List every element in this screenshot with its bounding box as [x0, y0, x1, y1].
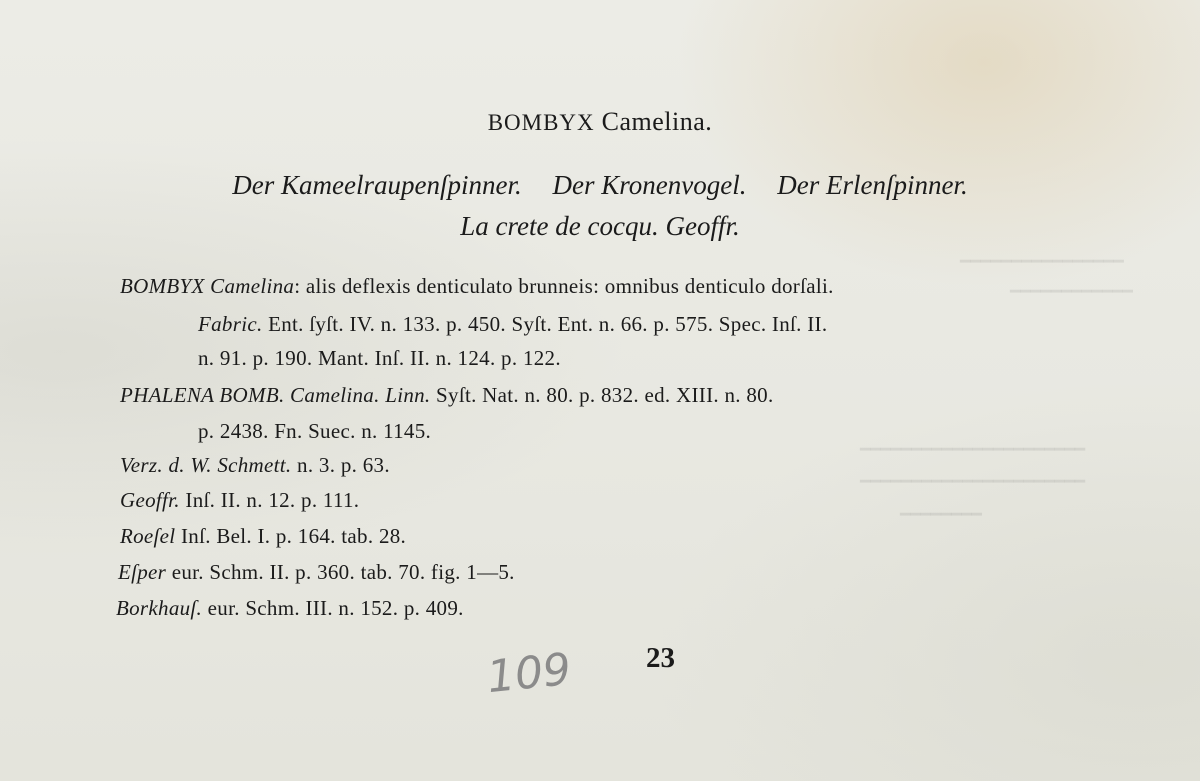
entry-text: n. 3. p. 63. [291, 453, 390, 477]
entry-italic: PHALENA BOMB. Camelina. Linn. [120, 383, 431, 407]
entry-text: Inſ. Bel. I. p. 164. tab. 28. [175, 524, 407, 548]
entry-text: n. 91. p. 190. Mant. Inſ. II. n. 124. p. 122. [198, 346, 561, 370]
bleed-through-line: ━━━━━━━━━━━━ [1010, 282, 1133, 301]
reference-entry [120, 488, 359, 513]
page-number: 23 [646, 642, 675, 674]
common-name: Der Kronenvogel. [552, 170, 747, 200]
reference-entry [198, 419, 431, 444]
entry-text: Syſt. Nat. n. 80. p. 832. ed. XIII. n. 80. [430, 383, 774, 407]
reference-entry [198, 346, 561, 371]
entry-text: Ent. ſyſt. IV. n. 133. p. 450. Syſt. Ent. n. 66. p. 575. Spec. Inſ. II. [262, 312, 828, 336]
reference-entry [120, 453, 390, 478]
common-name: Der Kameelraupenſpinner. [232, 170, 522, 200]
entry-text: : alis deflexis denticulato brunneis: omnibus denticulo dorſali. [294, 274, 834, 298]
entry-italic: Verz. d. W. Schmett. [120, 453, 292, 477]
bleed-through-line: ━━━━━━━━━━━━━━━━ [960, 252, 1124, 271]
entry-italic: BOMBYX Camelina [120, 274, 295, 298]
reference-entry [198, 312, 827, 337]
common-names-line [0, 170, 1200, 201]
common-name: Der Erlenſpinner. [777, 170, 968, 200]
bleed-through-line: ━━━━━━━━━━━━━━━━━━━━━━ [860, 472, 1086, 491]
title-species: Camelina. [601, 107, 713, 136]
entry-text: eur. Schm. II. p. 360. tab. 70. fig. 1—5. [166, 560, 515, 584]
page-title [0, 107, 1200, 137]
bleed-through-line: ━━━━━━━━ [900, 505, 982, 524]
entry-text: eur. Schm. III. n. 152. p. 409. [202, 596, 464, 620]
reference-entry [120, 383, 774, 408]
reference-entry [116, 596, 464, 621]
entry-text: Inſ. II. n. 12. p. 111. [179, 488, 360, 512]
reference-entry [118, 560, 515, 585]
title-genus: BOMBYX [487, 110, 595, 135]
entry-italic: Eſper [118, 560, 167, 584]
entry-italic: Roeſel [120, 524, 176, 548]
common-name: La crete de cocqu. Geoffr. [460, 211, 740, 241]
french-name-line [0, 211, 1200, 242]
entry-italic: Borkhauſ. [116, 596, 203, 620]
bleed-through-line: ━━━━━━━━━━━━━━━━━━━━━━ [860, 440, 1086, 459]
reference-entry [120, 274, 834, 299]
entry-italic: Geoffr. [120, 488, 180, 512]
handwritten-number: 109 [484, 643, 574, 704]
entry-italic: Fabric. [198, 312, 263, 336]
entry-text: p. 2438. Fn. Suec. n. 1145. [198, 419, 432, 443]
reference-entry [120, 524, 406, 549]
